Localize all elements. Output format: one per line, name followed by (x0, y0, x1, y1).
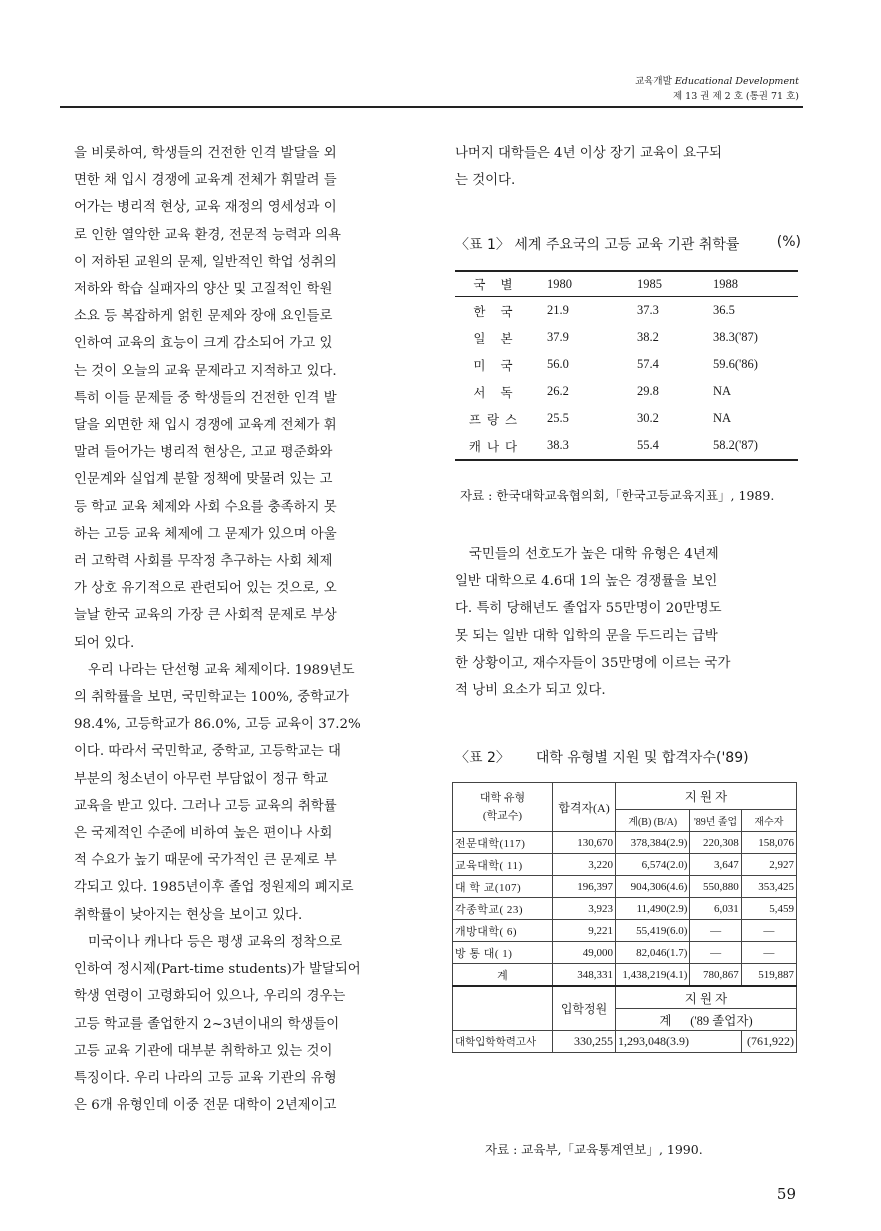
body-line: 소요 등 복잡하게 얽힌 문제와 장애 요인들로 (74, 309, 333, 325)
body-line: 취학률이 낮아지는 현상을 보이고 있다. (74, 907, 303, 923)
table1-header-row (455, 271, 798, 297)
table2-type-cell: 교육대학( 11) (453, 854, 553, 876)
table2-value-cell: 348,331 (553, 964, 616, 987)
issue-line: 제 13 권 제 2 호 (통권 71 호) (672, 91, 799, 102)
table-row (453, 898, 797, 920)
table2-type-cell: 전문대학(117) (453, 832, 553, 854)
table2-subheader-grad: '89년 졸업 (690, 810, 741, 832)
table1-value-cell: 56.0 (547, 357, 569, 371)
table2-header-type-line1: 대학 유형 (479, 792, 526, 804)
table2-value-cell: 3,923 (553, 898, 616, 920)
table2-value-cell: — (690, 920, 741, 942)
header-rule (60, 106, 803, 108)
table1-label: 〈표 1〉 (455, 237, 510, 253)
table-row (455, 405, 798, 432)
table-row (453, 942, 797, 964)
table1-value-cell: 55.4 (637, 438, 659, 452)
table2-exam-quota: 330,255 (553, 1031, 616, 1053)
body-line: 인하여 교육의 효능이 크게 감소되어 가고 있 (74, 336, 333, 352)
body-line: 특히 이들 문제들 중 학생들의 건전한 인격 발 (74, 390, 337, 406)
body-line: 각되고 있다. 1985년이후 졸업 정원제의 폐지로 (74, 880, 354, 896)
table1-header-1988: 1988 (712, 271, 798, 297)
table2-type-cell: 개방대학( 6) (453, 920, 553, 942)
body-line: 못 되는 일반 대학 입학의 문을 두드리는 급박 (455, 628, 718, 644)
body-line: 적 수요가 높기 때문에 국가적인 큰 문제로 부 (74, 853, 337, 869)
body-line: 인하여 정시제(Part-time students)가 발달되어 (74, 962, 361, 978)
table1-header-1985: 1985 (636, 271, 712, 297)
body-line: 늘날 한국 교육의 가장 큰 사회적 문제로 부상 (74, 608, 337, 624)
right-column-middle (455, 541, 730, 704)
table2-value-cell: 519,887 (741, 964, 796, 987)
body-line: 인문계와 실업계 분할 정책에 맞물려 있는 고 (74, 472, 333, 488)
table-row (455, 324, 798, 351)
table2-label: 〈표 2〉 (455, 750, 510, 766)
table2-sub2-total: 계 (659, 1013, 672, 1028)
table-row (453, 876, 797, 898)
table1-value-cell: 59.6('86) (713, 357, 758, 371)
table2-header-type (453, 783, 553, 832)
table1-value-cell: NA (713, 384, 732, 398)
body-line: 일반 대학으로 4.6대 1의 높은 경쟁률을 보인 (455, 574, 718, 590)
body-line: 고등 교육 기관에 대부분 취학하고 있는 것이 (74, 1043, 333, 1059)
table1-source: 자료 : 한국대학교육협의회,「한국고등교육지표」, 1989. (460, 488, 775, 503)
table2-blank-cell (453, 986, 553, 1031)
body-line: 달을 외면한 채 입시 경쟁에 교육계 전체가 휘 (74, 418, 337, 434)
body-line: 한 상황이고, 재수자들이 35만명에 이르는 국가 (455, 655, 731, 671)
table2-subheader-total: 계(B) (B/A) (616, 810, 690, 832)
table1-country-cell: 한 국 (473, 304, 519, 319)
table2-exam-applicants: 1,293,048(3.9) (616, 1031, 742, 1053)
table-row (455, 297, 798, 325)
table2-header-type-line2: (학교수) (482, 810, 523, 822)
table1-caption (455, 234, 801, 254)
table1-country-cell: 일 본 (473, 331, 519, 346)
body-line: 저하와 학습 실패자의 양산 및 고질적인 학원 (74, 282, 333, 298)
table1-value-cell: 36.5 (713, 303, 735, 317)
table2-value-cell: 6,031 (690, 898, 741, 920)
running-header (635, 74, 799, 104)
table2-title: 대학 유형별 지원 및 합격자수('89) (535, 750, 749, 766)
body-line: 나머지 대학들은 4년 이상 장기 교육이 요구되 (455, 146, 722, 161)
table2-exam-name: 대학입학학력고사 (453, 1031, 553, 1053)
table2-header-pass: 합격자(A) (553, 783, 616, 832)
body-line: 러 고학력 사회를 무작정 추구하는 사회 체제 (74, 554, 333, 570)
table2-value-cell: 5,459 (741, 898, 796, 920)
table1-value-cell: 58.2('87) (713, 438, 758, 452)
table2-source: 자료 : 교육부,「교육통계연보」, 1990. (485, 1142, 703, 1157)
body-line: 면한 채 입시 경쟁에 교육계 전체가 휘말려 들 (74, 173, 337, 189)
table2-value-cell: 158,076 (741, 832, 796, 854)
table2-value-cell: — (741, 920, 796, 942)
table1-value-cell: 38.3 (547, 438, 569, 452)
body-line: 부분의 청소년이 아무런 부담없이 정규 학교 (74, 771, 329, 787)
table1-value-cell: 25.5 (547, 411, 569, 425)
table1-header-country: 국 별 (455, 271, 537, 297)
table2-value-cell: 220,308 (690, 832, 741, 854)
body-line: 을 비롯하여, 학생들의 건전한 인격 발달을 외 (74, 146, 337, 161)
table1-header-1980: 1980 (537, 271, 636, 297)
table-row (455, 378, 798, 405)
table1-country-cell: 프랑스 (468, 412, 524, 427)
table2-caption (455, 747, 749, 767)
table2-value-cell: 55,419(6.0) (616, 920, 690, 942)
body-line: 고등 학교를 졸업한지 2~3년이내의 학생들이 (74, 1016, 340, 1032)
table2-value-cell: — (690, 942, 741, 964)
body-line: 등 학교 교육 체제와 사회 수요를 충족하지 못 (74, 499, 337, 515)
body-line: 되어 있다. (74, 635, 135, 651)
table2-value-cell: 550,880 (690, 876, 741, 898)
table2-value-cell: 904,306(4.6) (616, 876, 690, 898)
table2-value-cell: 780,867 (690, 964, 741, 987)
journal-name-en: Educational Development (674, 76, 799, 87)
table2-value-cell: 353,425 (741, 876, 796, 898)
table-row (453, 832, 797, 854)
table1-value-cell: 30.2 (637, 411, 659, 425)
body-line: 어가는 병리적 현상, 교육 재정의 영세성과 이 (74, 200, 337, 216)
page-number: 59 (776, 1185, 796, 1203)
table2-quota-header-row (453, 986, 797, 1009)
table1-value-cell: 37.9 (547, 330, 569, 344)
body-line: 특징이다. 우리 나라의 고등 교육 기관의 유형 (74, 1070, 337, 1086)
table2-header-applicants: 지 원 자 (616, 783, 797, 810)
table2-value-cell: 196,397 (553, 876, 616, 898)
table-row (453, 920, 797, 942)
table2-subheader-repeat: 재수자 (741, 810, 796, 832)
table2-value-cell: 9,221 (553, 920, 616, 942)
table2 (452, 782, 797, 1053)
table1-country-cell: 캐나다 (468, 439, 524, 454)
body-line: 학생 연령이 고령화되어 있으나, 우리의 경우는 (74, 989, 346, 1005)
body-line: 가 상호 유기적으로 관련되어 있는 것으로, 오 (74, 581, 337, 597)
table1-country-cell: 서 독 (473, 385, 519, 400)
body-line: 은 국제적인 수준에 비하여 높은 편이나 사회 (74, 826, 333, 842)
table1-value-cell: 37.3 (637, 303, 659, 317)
table2-type-cell: 계 (453, 964, 553, 987)
body-line: 이 저하된 교원의 문제, 일반적인 학업 성취의 (74, 254, 337, 270)
table1-value-cell: NA (713, 411, 732, 425)
table2-value-cell: 130,670 (553, 832, 616, 854)
table-row (455, 432, 798, 460)
table1-unit: (%) (776, 234, 801, 250)
body-line: 로 인한 열악한 교육 환경, 전문적 능력과 의욕 (74, 227, 341, 243)
table2-value-cell: 1,438,219(4.1) (616, 964, 690, 987)
body-line: 미국이나 캐나다 등은 평생 교육의 정착으로 (88, 934, 343, 950)
table1-value-cell: 38.2 (637, 330, 659, 344)
body-line: 다. 특히 당해년도 졸업자 55만명이 20만명도 (455, 601, 722, 617)
table2-value-cell: 82,046(1.7) (616, 942, 690, 964)
table2-value-cell: 11,490(2.9) (616, 898, 690, 920)
table2-value-cell: 6,574(2.0) (616, 854, 690, 876)
table2-type-cell: 방 통 대( 1) (453, 942, 553, 964)
table1-title: 세계 주요국의 고등 교육 기관 취학률 (514, 237, 740, 253)
table2-value-cell: 3,647 (690, 854, 741, 876)
table2-value-cell: 2,927 (741, 854, 796, 876)
table2-value-cell: — (741, 942, 796, 964)
table-row (455, 351, 798, 378)
table-row (453, 854, 797, 876)
body-line: 이다. 따라서 국민학교, 중학교, 고등학교는 대 (74, 744, 341, 760)
body-line: 는 것이다. (455, 173, 516, 189)
table2-applicants2: 지 원 자 (616, 986, 797, 1009)
table1 (455, 270, 798, 461)
table1-country-cell: 미 국 (473, 358, 519, 373)
table2-sub2-grad: ('89 졸업자) (690, 1013, 753, 1028)
body-line: 국민들의 선호도가 높은 대학 유형은 4년제 (469, 547, 719, 562)
body-line: 교육을 받고 있다. 그러나 고등 교육의 취학률 (74, 798, 337, 814)
table2-quota-label: 입학정원 (553, 986, 616, 1031)
body-line: 98.4%, 고등학교가 86.0%, 고등 교육이 37.2% (74, 717, 361, 733)
table2-exam-grads: (761,922) (741, 1031, 796, 1053)
table2-type-cell: 대 학 교(107) (453, 876, 553, 898)
body-line: 우리 나라는 단선형 교육 체제이다. 1989년도 (88, 662, 355, 678)
body-line: 말려 들어가는 병리적 현상은, 고교 평준화와 (74, 445, 333, 461)
body-line: 는 것이 오늘의 교육 문제라고 지적하고 있다. (74, 363, 337, 379)
table2-value-cell: 49,000 (553, 942, 616, 964)
table1-value-cell: 21.9 (547, 303, 569, 317)
table2-type-cell: 각종학교( 23) (453, 898, 553, 920)
table1-value-cell: 57.4 (637, 357, 659, 371)
table2-sub2 (616, 1009, 797, 1031)
journal-name-ko: 교육개발 (635, 76, 672, 87)
table2-header-row (453, 783, 797, 810)
right-column-top (455, 140, 722, 194)
table1-value-cell: 26.2 (547, 384, 569, 398)
body-line: 은 6개 유형인데 이중 전문 대학이 2년제이고 (74, 1098, 337, 1114)
table1-value-cell: 38.3('87) (713, 330, 758, 344)
body-line: 적 낭비 요소가 되고 있다. (455, 683, 606, 699)
table1-value-cell: 29.8 (637, 384, 659, 398)
table2-value-cell: 378,384(2.9) (616, 832, 690, 854)
table-row (453, 964, 797, 987)
body-line: 하는 고등 교육 체제에 그 문제가 있으며 아울 (74, 526, 337, 542)
table2-exam-row (453, 1031, 797, 1053)
table2-value-cell: 3,220 (553, 854, 616, 876)
body-line: 의 취학률을 보면, 국민학교는 100%, 중학교가 (74, 690, 350, 706)
left-column (74, 140, 361, 1119)
